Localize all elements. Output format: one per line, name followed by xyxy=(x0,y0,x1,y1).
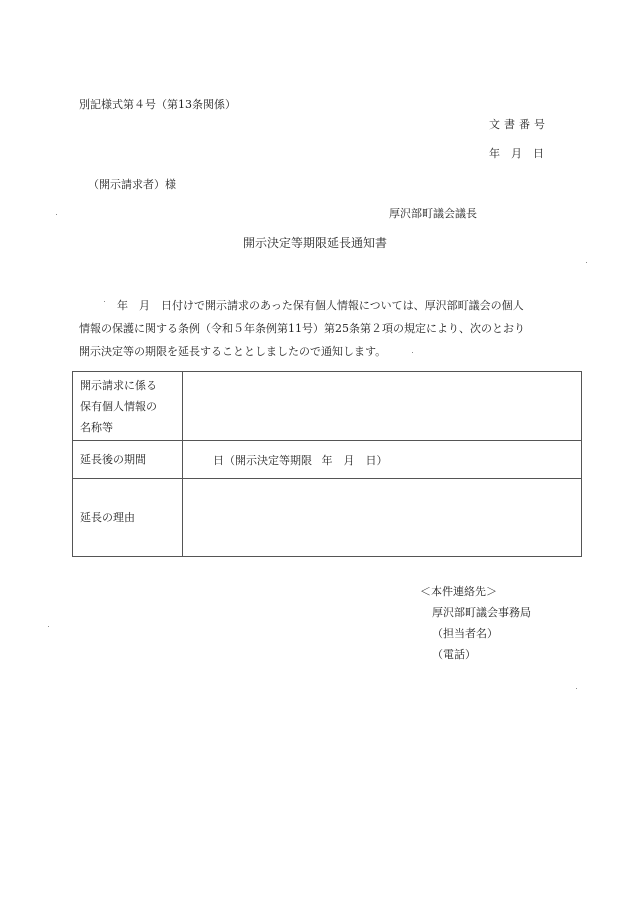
deadline-date-text: 年 月 日） xyxy=(321,453,388,467)
info-name-label-line-2: 保有個人情報の xyxy=(80,399,157,413)
info-name-label-cell xyxy=(73,372,183,441)
contact-heading: ＜本件連絡先＞ xyxy=(420,585,497,598)
contact-office: 厚沢部町議会事務局 xyxy=(432,606,531,619)
scan-speck xyxy=(586,262,587,263)
extension-details-table xyxy=(72,371,582,557)
body-line-2: 情報の保護に関する条例（令和５年条例第11号）第25条第２項の規定により、次のとおり xyxy=(79,322,525,335)
table-row xyxy=(73,479,582,557)
sender-name: 厚沢部町議会議長 xyxy=(389,207,477,220)
date-line: 年 月 日 xyxy=(489,147,544,160)
body-line-3: 開示決定等の期限を延長することとしましたので通知します。 xyxy=(79,345,387,358)
scan-speck xyxy=(48,626,49,627)
addressee: （開示請求者）様 xyxy=(88,178,176,191)
info-name-label-line-1: 開示請求に係る xyxy=(80,378,157,392)
reason-label-cell: 延長の理由 xyxy=(73,479,183,557)
notice-body xyxy=(79,294,559,363)
extended-days-text: 日（開示決定等期限 xyxy=(213,453,312,467)
info-name-value-cell xyxy=(183,372,582,441)
scan-speck xyxy=(104,301,105,302)
extended-period-label-cell: 延長後の期間 xyxy=(73,441,183,479)
scan-speck xyxy=(412,352,413,353)
scan-speck xyxy=(56,214,57,215)
reason-value-cell xyxy=(183,479,582,557)
contact-phone: （電話） xyxy=(432,648,476,661)
table-row xyxy=(73,372,582,441)
extended-period-value-cell xyxy=(183,441,582,479)
contact-person: （担当者名） xyxy=(432,627,498,640)
info-name-label-line-3: 名称等 xyxy=(80,420,113,434)
document-number-label: 文書番号 xyxy=(489,118,549,131)
scan-speck xyxy=(576,688,577,689)
contact-block xyxy=(420,581,531,665)
body-line-1: 年 月 日付けで開示請求のあった保有個人情報については、厚沢部町議会の個人 xyxy=(117,299,524,312)
form-number-label: 別記様式第４号（第13条関係） xyxy=(79,98,236,111)
table-row xyxy=(73,441,582,479)
document-title: 開示決定等期限延長通知書 xyxy=(242,236,387,250)
